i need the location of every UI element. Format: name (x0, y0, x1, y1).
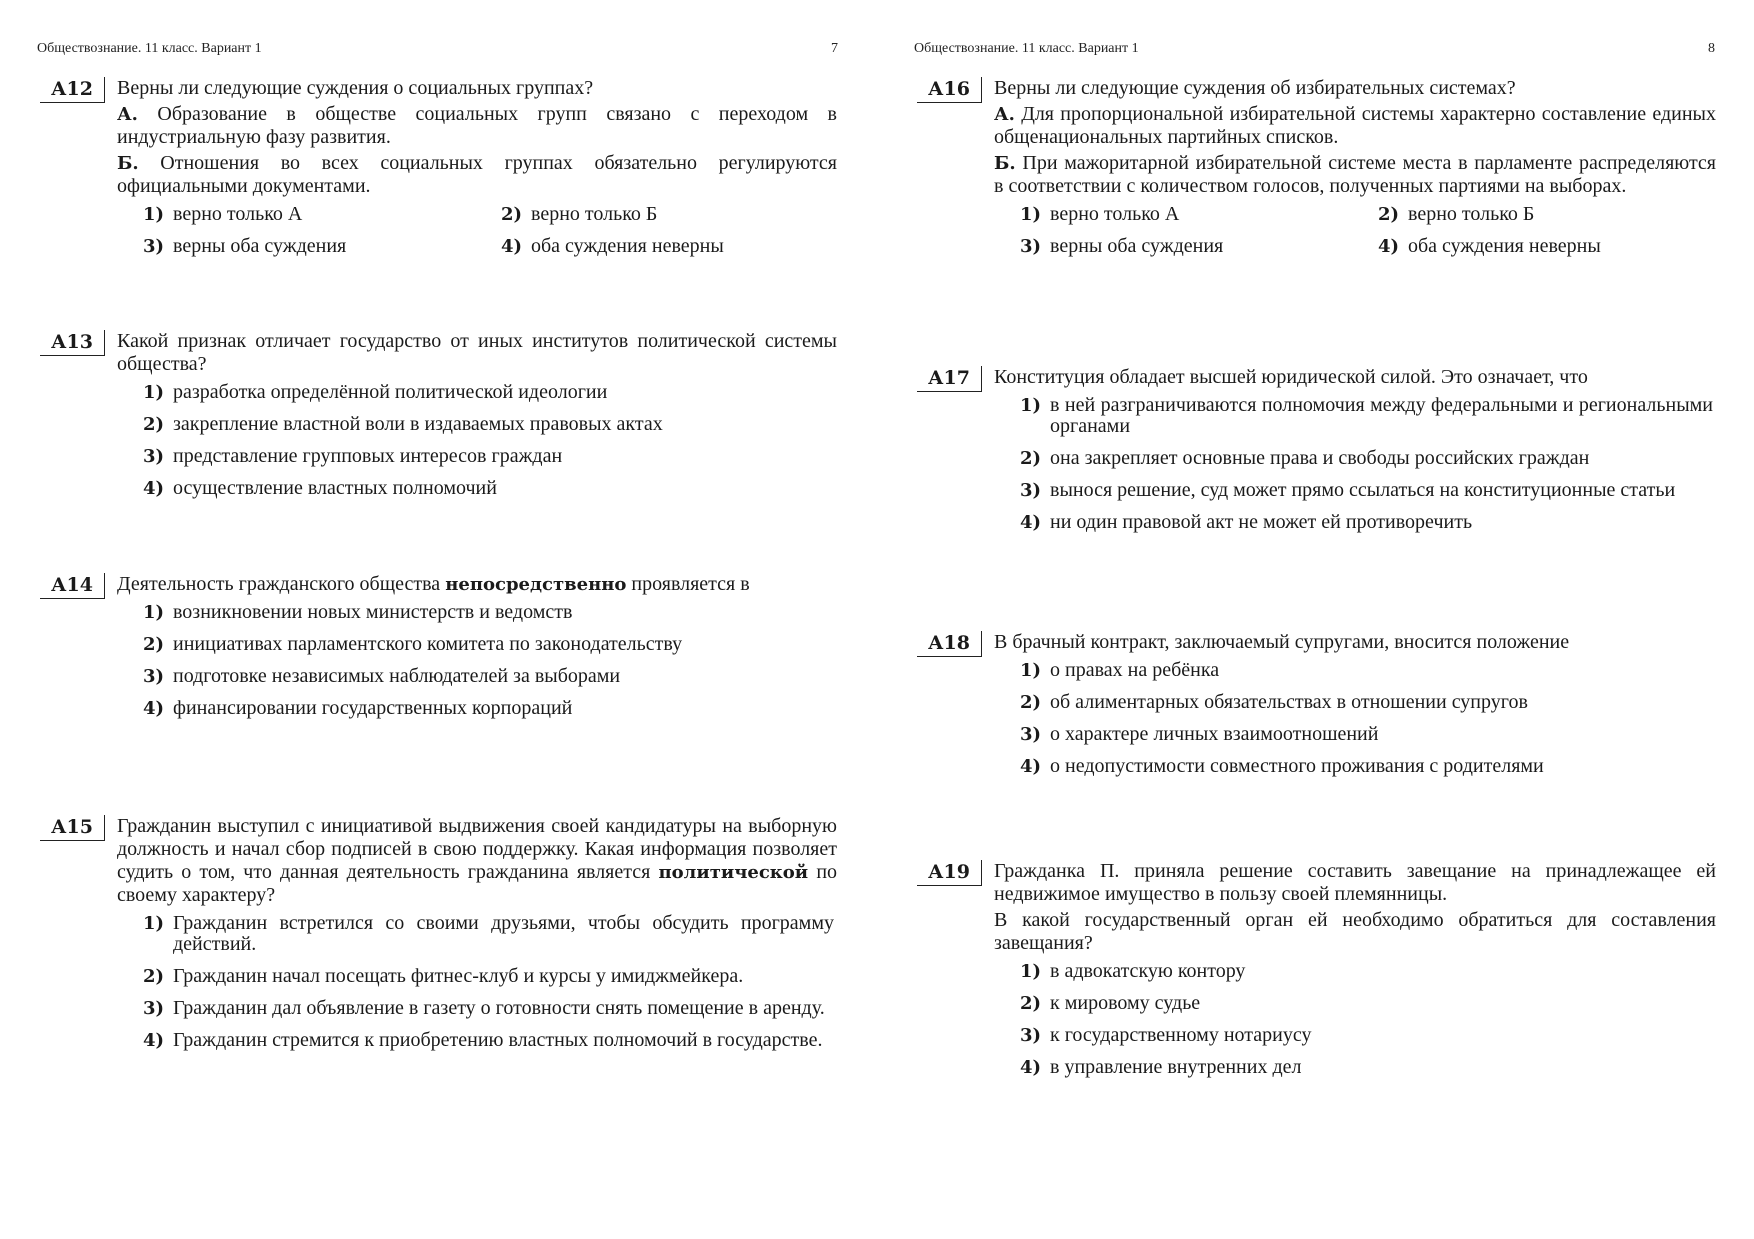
option-number: 1) (1020, 395, 1042, 416)
answer-option[interactable] (117, 478, 837, 499)
option-text: верны оба суждения (173, 235, 347, 257)
page-number: 8 (1708, 41, 1715, 56)
option-text: верны оба суждения (1050, 235, 1224, 257)
header-title: Обществознание. 11 класс. Вариант 1 (37, 41, 262, 56)
statement-marker: А. (994, 104, 1015, 125)
answer-option[interactable] (994, 961, 1716, 982)
stem-emphasis: непосредственно (445, 574, 627, 595)
option-text: инициативах парламентского комитета по законодательству (173, 633, 683, 655)
statement-text: Отношения во всех социальных группах обязательно регулируются официальными документами. (117, 152, 837, 197)
task-label: А13 (40, 330, 105, 356)
answer-option[interactable] (994, 1025, 1716, 1046)
statement-a (994, 103, 1716, 149)
option-number: 2) (1020, 448, 1042, 469)
option-number: 1) (143, 913, 165, 934)
answer-option[interactable] (994, 724, 1716, 745)
answer-option[interactable] (994, 512, 1716, 533)
option-number: 2) (143, 634, 165, 655)
option-text: представление групповых интересов граждан (173, 445, 563, 467)
option-text: она закрепляет основные права и свободы российских граждан (1050, 447, 1590, 469)
option-number: 4) (143, 1030, 165, 1051)
answer-option[interactable] (117, 446, 837, 467)
task-body (994, 631, 1716, 788)
answer-option[interactable] (994, 692, 1716, 713)
option-number: 3) (1020, 1025, 1042, 1046)
question-stem (117, 815, 837, 907)
task-body (994, 366, 1716, 544)
task-body (994, 77, 1716, 257)
option-text: в ней разграничиваются полномочия между федеральными и региональными органами (1050, 394, 1713, 437)
statement-text: Образование в обществе социальных групп связано с переходом в индустриальную фазу развития. (117, 103, 837, 148)
option-text: в адвокатскую контору (1050, 960, 1246, 982)
option-number: 2) (1020, 692, 1042, 713)
statement-b (994, 152, 1716, 198)
running-head (37, 41, 838, 59)
task-label: А14 (40, 573, 105, 599)
statement-text: Для пропорциональной избирательной системы характерно составление единых общенациональных партийных списков. (994, 103, 1716, 148)
option-number: 1) (143, 602, 165, 623)
option-text: ни один правовой акт не может ей противоречить (1050, 511, 1473, 533)
question-stem: Какой признак отличает государство от иных институтов политической системы общества? (117, 330, 837, 375)
question-stem: Верны ли следующие суждения о социальных группах? (117, 77, 594, 99)
answer-option[interactable] (501, 236, 837, 257)
option-text: к мировому судье (1050, 992, 1201, 1014)
option-text: к государственному нотариусу (1050, 1024, 1312, 1046)
option-number: 2) (501, 204, 523, 225)
task-body (117, 330, 837, 510)
option-text: верно только А (1050, 203, 1180, 225)
right-page (877, 0, 1754, 1239)
task-label: А12 (40, 77, 105, 103)
answer-options (994, 961, 1716, 1078)
option-text: закрепление властной воли в издаваемых правовых актах (173, 413, 663, 435)
option-text: разработка определённой политической идеологии (173, 381, 608, 403)
question-stem (117, 573, 837, 596)
answer-option[interactable] (117, 966, 837, 987)
task-label: А19 (917, 860, 982, 886)
task-body (117, 77, 837, 257)
option-text: Гражданин начал посещать фитнес-клуб и курсы у имиджмейкера. (173, 965, 744, 987)
answer-options (117, 204, 837, 257)
answer-option[interactable] (1378, 204, 1716, 225)
option-number: 3) (1020, 480, 1042, 501)
option-text: Гражданин дал объявление в газету о готовности снять помещение в аренду. (173, 997, 825, 1019)
header-title: Обществознание. 11 класс. Вариант 1 (914, 41, 1139, 56)
page-number: 7 (831, 41, 838, 56)
option-number: 4) (143, 478, 165, 499)
question-stem: Верны ли следующие суждения об избирательных системах? (994, 77, 1516, 99)
answer-option[interactable] (994, 1057, 1716, 1078)
option-text: оба суждения неверны (1408, 235, 1601, 257)
stem-text: проявляется в (631, 573, 750, 595)
answer-option[interactable] (117, 602, 837, 623)
option-text: осуществление властных полномочий (173, 477, 497, 499)
option-text: об алиментарных обязательствах в отношении супругов (1050, 691, 1528, 713)
option-number: 4) (1020, 512, 1042, 533)
option-number: 3) (1020, 236, 1042, 257)
statement-marker: Б. (117, 153, 139, 174)
option-number: 1) (1020, 961, 1042, 982)
running-head (914, 41, 1715, 59)
answer-option[interactable] (1378, 236, 1716, 257)
option-text: верно только Б (1408, 203, 1535, 225)
answer-option[interactable] (1020, 236, 1378, 257)
option-text: о недопустимости совместного проживания с родителями (1050, 755, 1544, 777)
option-number: 3) (143, 236, 165, 257)
option-text: о характере личных взаимоотношений (1050, 723, 1379, 745)
statement-b (117, 152, 837, 198)
answer-option[interactable] (994, 660, 1716, 681)
option-number: 2) (1020, 993, 1042, 1014)
option-number: 1) (143, 382, 165, 403)
answer-option[interactable] (117, 666, 837, 687)
answer-option[interactable] (117, 1030, 837, 1051)
option-number: 4) (1378, 236, 1400, 257)
option-number: 4) (1020, 1057, 1042, 1078)
task-label: А16 (917, 77, 982, 103)
option-number: 1) (1020, 204, 1042, 225)
option-number: 4) (143, 698, 165, 719)
option-text: Гражданин встретился со своими друзьями, чтобы обсудить программу действий. (173, 912, 834, 955)
answer-option[interactable] (1020, 204, 1378, 225)
statement-text: При мажоритарной избирательной системе места в парламенте распределяются в соответствии с количеством голосов, полученных партиями на выборах. (994, 152, 1716, 197)
task-body (117, 815, 837, 1062)
statement-marker: Б. (994, 153, 1016, 174)
answer-option[interactable] (117, 634, 837, 655)
task-body (117, 573, 837, 730)
option-number: 3) (143, 666, 165, 687)
answer-option[interactable] (143, 236, 501, 257)
stem-text: Гражданин выступил с инициативой выдвижения своей кандидатуры на выборную должность и начал сбор подписей в свою поддержку. Какая информация позволяет судить о том, что данная деятельность гражданина является (117, 815, 837, 883)
task-body (994, 860, 1716, 1089)
option-text: Гражданин стремится к приобретению властных полномочий в государстве. (173, 1029, 823, 1051)
option-number: 3) (1020, 724, 1042, 745)
answer-option[interactable] (117, 698, 837, 719)
option-number: 4) (501, 236, 523, 257)
stem-emphasis: политической (658, 862, 809, 883)
option-number: 3) (143, 998, 165, 1019)
option-text: оба суждения неверны (531, 235, 724, 257)
question-stem-2: В какой государственный орган ей необходимо обратиться для составления завещания? (994, 909, 1716, 954)
answer-options (117, 382, 837, 499)
task-label: А15 (40, 815, 105, 841)
answer-options (994, 660, 1716, 777)
option-number: 2) (1378, 204, 1400, 225)
answer-options (994, 204, 1716, 257)
answer-options (994, 395, 1716, 533)
option-text: о правах на ребёнка (1050, 659, 1220, 681)
option-text: верно только Б (531, 203, 658, 225)
task-label: А17 (917, 366, 982, 392)
option-text: финансировании государственных корпораций (173, 697, 573, 719)
task-label: А18 (917, 631, 982, 657)
option-number: 3) (143, 446, 165, 467)
option-number: 2) (143, 414, 165, 435)
answer-option[interactable] (117, 913, 837, 955)
option-number: 1) (1020, 660, 1042, 681)
answer-option[interactable] (994, 448, 1716, 469)
answer-option[interactable] (117, 998, 837, 1019)
option-number: 1) (143, 204, 165, 225)
answer-option[interactable] (994, 395, 1716, 437)
stem-text: по своему характеру? (117, 861, 838, 906)
answer-option[interactable] (994, 756, 1716, 777)
statement-marker: А. (117, 104, 138, 125)
question-stem: Конституция обладает высшей юридической силой. Это означает, что (994, 366, 1588, 388)
option-text: вынося решение, суд может прямо ссылаться на конституционные статьи (1050, 479, 1676, 501)
option-number: 4) (1020, 756, 1042, 777)
option-number: 2) (143, 966, 165, 987)
answer-option[interactable] (117, 414, 837, 435)
question-stem: Гражданка П. приняла решение составить завещание на принадлежащее ей недвижимое имущество в пользу своей племянницы. (994, 860, 1716, 905)
answer-options (117, 913, 837, 1051)
answer-option[interactable] (994, 993, 1716, 1014)
answer-options (117, 602, 837, 719)
answer-option[interactable] (994, 480, 1716, 501)
option-text: подготовке независимых наблюдателей за выборами (173, 665, 621, 687)
option-text: возникновении новых министерств и ведомств (173, 601, 573, 623)
answer-option[interactable] (117, 382, 837, 403)
answer-option[interactable] (143, 204, 501, 225)
option-text: верно только А (173, 203, 303, 225)
question-stem: В брачный контракт, заключаемый супругами, вносится положение (994, 631, 1570, 653)
stem-text: Деятельность гражданского общества (117, 573, 441, 595)
option-text: в управление внутренних дел (1050, 1056, 1302, 1078)
statement-a (117, 103, 837, 149)
answer-option[interactable] (501, 204, 837, 225)
